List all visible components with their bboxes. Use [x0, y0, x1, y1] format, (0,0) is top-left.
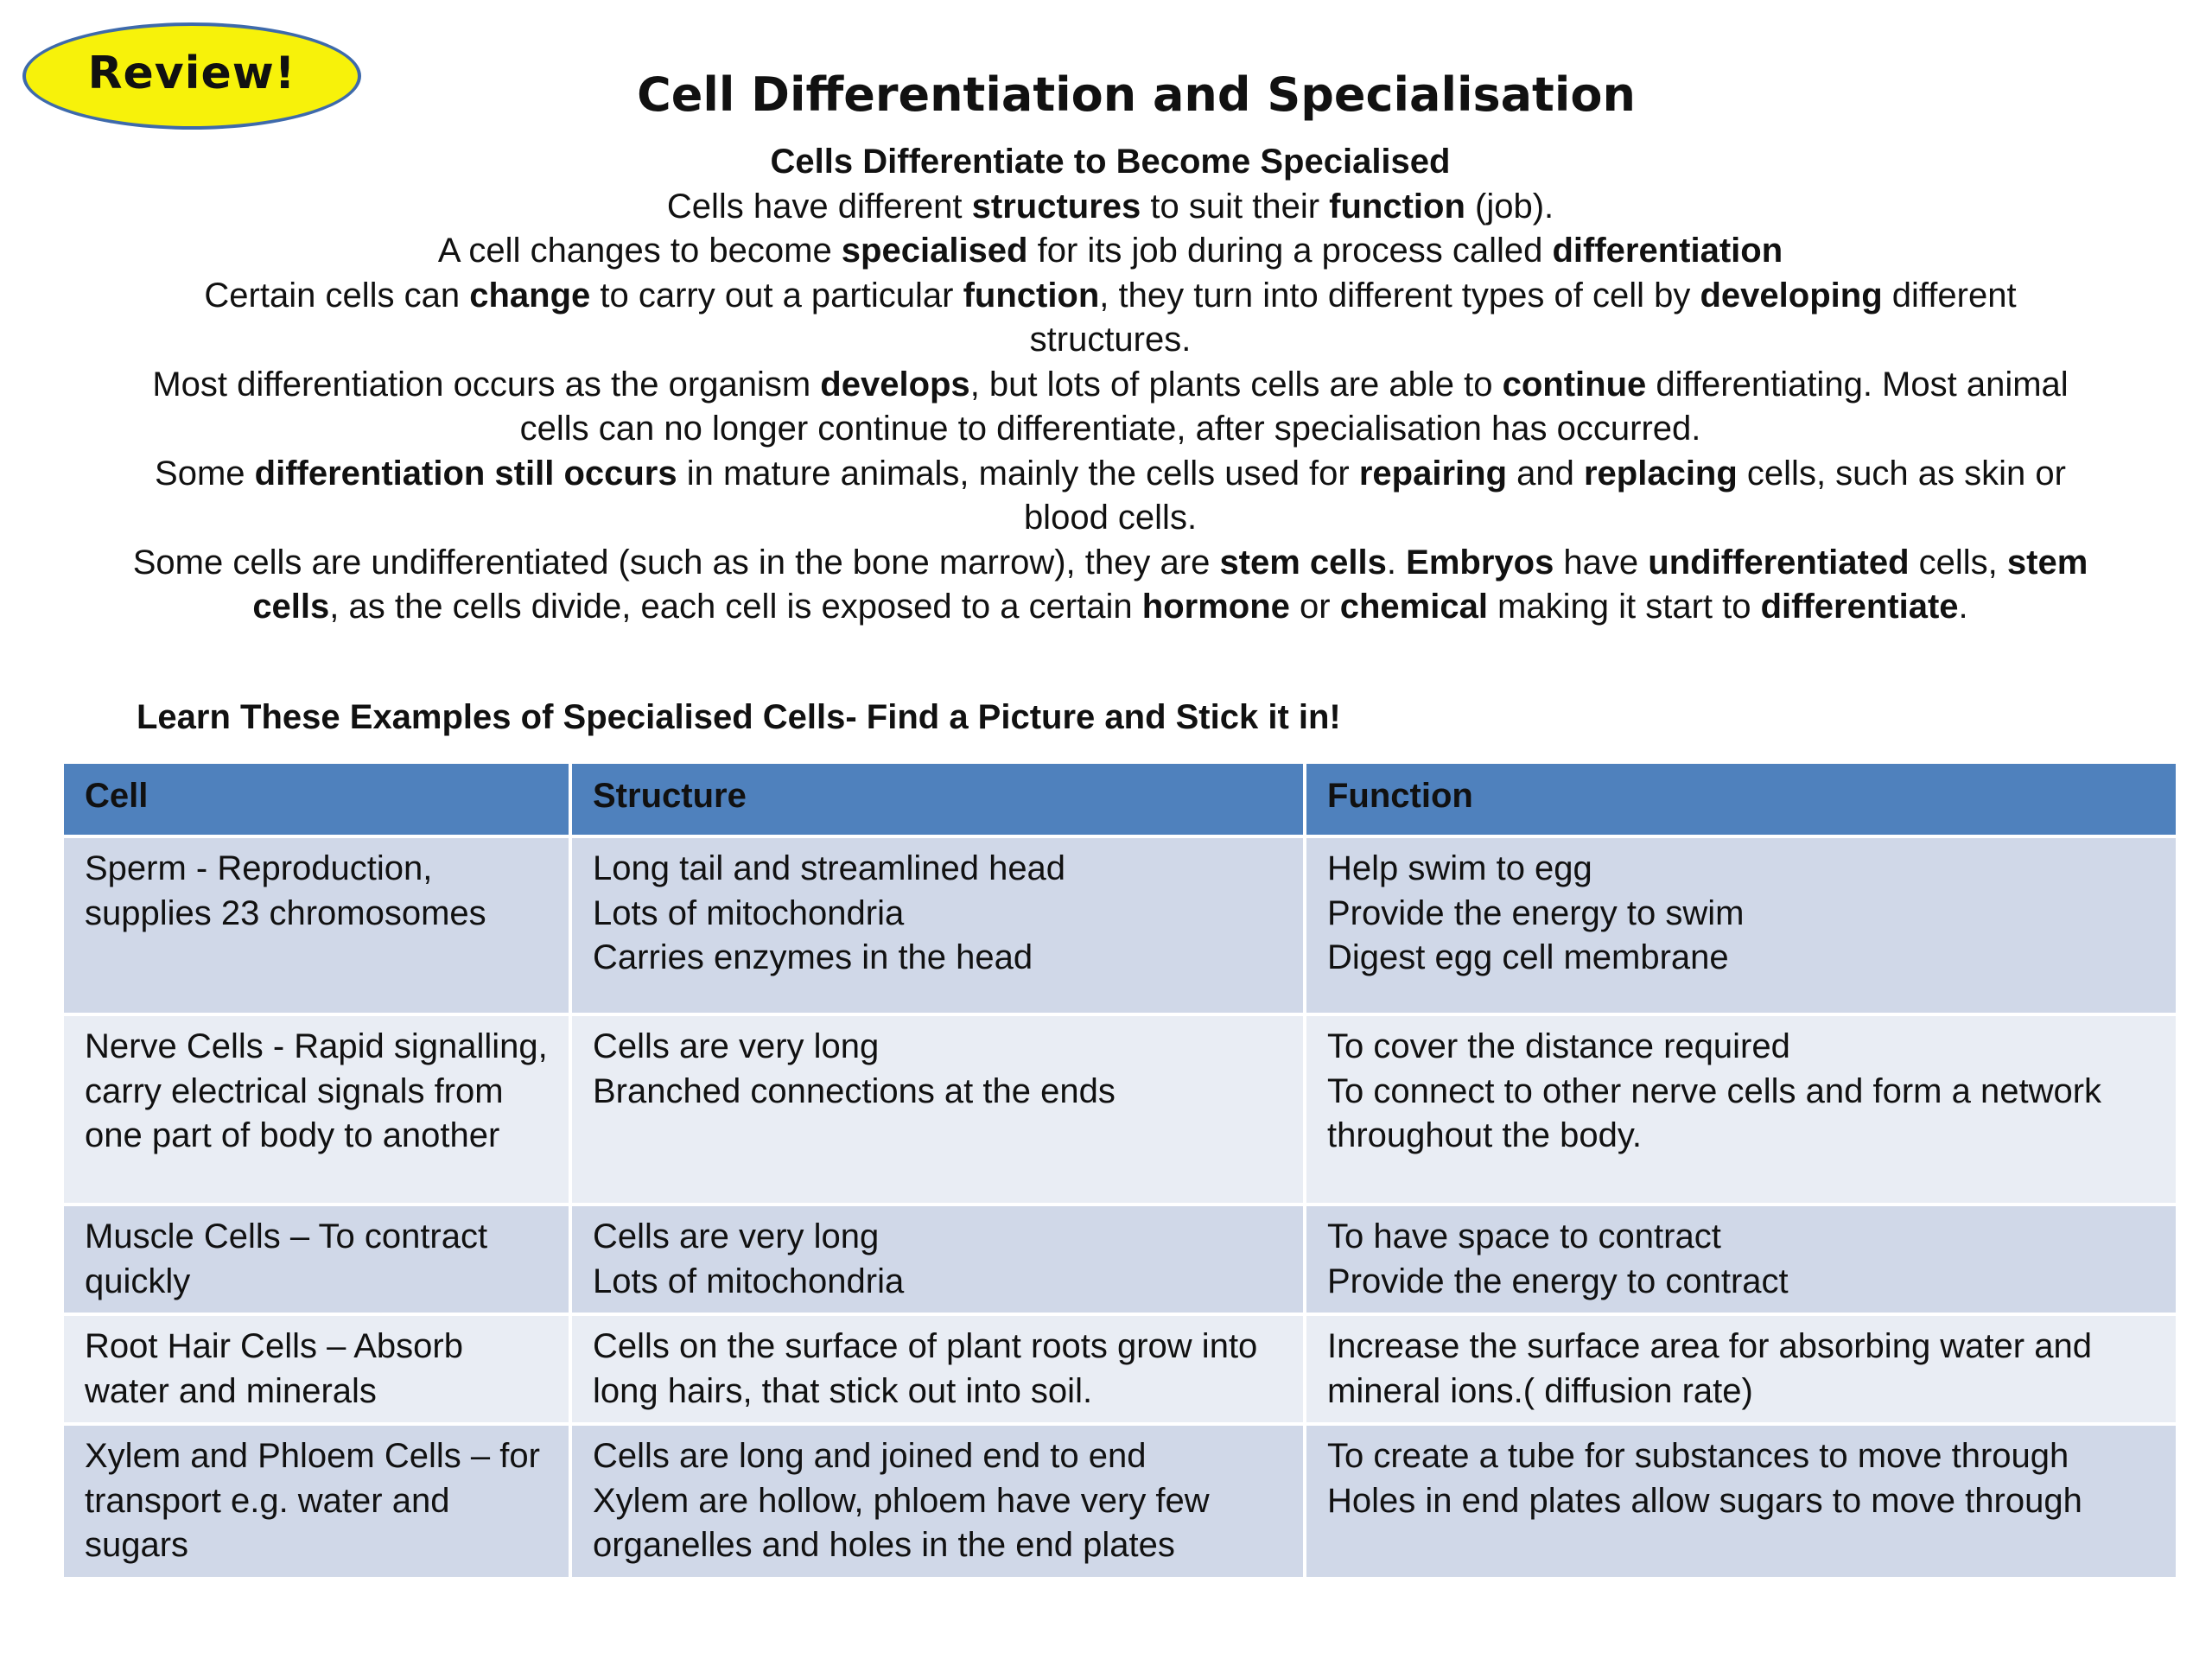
function-line: To cover the distance required: [1327, 1027, 1790, 1065]
table-cell-function: [1305, 1014, 2177, 1205]
table-cell-cell: [62, 1314, 570, 1424]
table-cell-function: [1305, 1314, 2177, 1424]
bold-term: repairing: [1358, 454, 1507, 493]
bold-term: structures: [971, 187, 1141, 226]
bold-term: develops: [820, 365, 970, 404]
text-run: different structures.: [1029, 276, 2017, 359]
text-run: in mature animals, mainly the cells used for: [677, 454, 1359, 493]
table-row: [62, 1014, 2177, 1205]
structure-line: Lots of mitochondria: [593, 893, 905, 932]
bold-term: differentiate: [1760, 588, 1959, 626]
intro-paragraphs: [130, 185, 2091, 630]
structure-line: Carries enzymes in the head: [593, 938, 1033, 976]
function-line: To connect to other nerve cells and form a network throughout the body.: [1327, 1071, 2102, 1154]
text-run: A cell changes to become: [437, 232, 842, 270]
text-run: cells, such as skin or blood cells.: [1023, 454, 2066, 537]
text-run: to suit their: [1141, 187, 1330, 226]
bold-term: differentiation still occurs: [254, 454, 677, 493]
text-run: (job).: [1465, 187, 1554, 226]
text-run: and: [1507, 454, 1584, 493]
text-run: Cells have different: [666, 187, 972, 226]
text-run: for its job during a process called: [1027, 232, 1553, 270]
text-run: to carry out a particular: [590, 276, 963, 315]
bold-term: function: [963, 276, 1100, 315]
bold-term: change: [469, 276, 591, 315]
cell-line: Muscle Cells – To contract quickly: [85, 1217, 488, 1300]
table-cell-function: [1305, 1205, 2177, 1314]
text-run: or: [1289, 588, 1340, 626]
intro-paragraph: [130, 363, 2091, 452]
intro-paragraph: [130, 274, 2091, 363]
page-title: Cell Differentiation and Specialisation: [637, 67, 1636, 122]
text-run: making it start to: [1487, 588, 1761, 626]
header-function: Function: [1305, 762, 2177, 836]
bold-term: undifferentiated: [1648, 543, 1910, 582]
table-body: [62, 836, 2177, 1579]
text-run: .: [1386, 543, 1407, 582]
text-run: , as the cells divide, each cell is exposed to a certain: [329, 588, 1142, 626]
structure-line: Cells are very long: [593, 1217, 880, 1255]
bold-term: specialised: [841, 232, 1028, 270]
table-cell-structure: [570, 1205, 1305, 1314]
function-line: To create a tube for substances to move through: [1327, 1437, 2069, 1475]
text-run: , but lots of plants cells are able to: [969, 365, 1503, 404]
text-run: have: [1554, 543, 1649, 582]
function-line: To have space to contract: [1327, 1217, 1721, 1255]
bold-term: stem cells: [1219, 543, 1387, 582]
table-row: [62, 1205, 2177, 1314]
bold-term: function: [1329, 187, 1465, 226]
table-cell-structure: [570, 1424, 1305, 1579]
bold-term: continue: [1502, 365, 1647, 404]
bold-term: stem cells: [252, 543, 2088, 626]
table-row: [62, 1314, 2177, 1424]
review-badge-label: Review!: [87, 48, 296, 99]
table-cell-cell: [62, 1424, 570, 1579]
table-cell-cell: [62, 1205, 570, 1314]
cell-line: Nerve Cells - Rapid signalling, carry electrical signals from one part of body to another: [85, 1027, 548, 1154]
function-line: Holes in end plates allow sugars to move through: [1327, 1481, 2082, 1520]
header-structure: Structure: [570, 762, 1305, 836]
text-run: , they turn into different types of cell by: [1099, 276, 1700, 315]
structure-line: Cells are very long: [593, 1027, 880, 1065]
structure-line: Cells on the surface of plant roots grow into long hairs, that stick out into soil.: [593, 1327, 1258, 1410]
text-run: Some cells are undifferentiated (such as in the bone marrow), they are: [132, 543, 1220, 582]
text-run: Some: [155, 454, 255, 493]
bold-term: chemical: [1339, 588, 1488, 626]
function-line: Provide the energy to swim: [1327, 893, 1745, 932]
table-cell-function: [1305, 836, 2177, 1014]
function-line: Increase the surface area for absorbing water and mineral ions.( diffusion rate): [1327, 1327, 2092, 1410]
text-run: cells,: [1909, 543, 2007, 582]
examples-heading: Learn These Examples of Specialised Cells- Find a Picture and Stick it in!: [137, 698, 1341, 736]
bold-term: hormone: [1141, 588, 1290, 626]
specialised-cells-table: [60, 760, 2179, 1580]
text-run: Certain cells can: [204, 276, 470, 315]
text-run: differentiating. Most animal cells can no longer continue to differentiate, after specialisation has occurred.: [519, 365, 2069, 448]
intro-text: [130, 140, 2091, 630]
table-cell-cell: [62, 836, 570, 1014]
table-cell-structure: [570, 1314, 1305, 1424]
text-run: Most differentiation occurs as the organism: [152, 365, 821, 404]
intro-paragraph: [130, 185, 2091, 230]
structure-line: Xylem are hollow, phloem have very few organelles and holes in the end plates: [593, 1481, 1210, 1564]
intro-paragraph: [130, 452, 2091, 541]
table-row: [62, 1424, 2177, 1579]
bold-term: developing: [1700, 276, 1883, 315]
intro-paragraph: [130, 229, 2091, 274]
function-line: Help swim to egg: [1327, 849, 1592, 887]
table-row: [62, 836, 2177, 1014]
table-cell-cell: [62, 1014, 570, 1205]
structure-line: Lots of mitochondria: [593, 1262, 905, 1300]
structure-line: Long tail and streamlined head: [593, 849, 1066, 887]
intro-paragraph: [130, 541, 2091, 630]
bold-term: replacing: [1583, 454, 1738, 493]
table-cell-structure: [570, 1014, 1305, 1205]
structure-line: Cells are long and joined end to end: [593, 1437, 1147, 1475]
header-cell: Cell: [62, 762, 570, 836]
cell-line: Root Hair Cells – Absorb water and minerals: [85, 1327, 463, 1410]
function-line: Provide the energy to contract: [1327, 1262, 1789, 1300]
cell-line: Xylem and Phloem Cells – for transport e.g. water and sugars: [85, 1437, 540, 1564]
bold-term: differentiation: [1552, 232, 1783, 270]
text-run: .: [1958, 588, 1968, 626]
function-line: Digest egg cell membrane: [1327, 938, 1729, 976]
table-cell-function: [1305, 1424, 2177, 1579]
cell-line: Sperm - Reproduction, supplies 23 chromosomes: [85, 849, 486, 932]
intro-subheading: Cells Differentiate to Become Specialised: [770, 143, 1451, 181]
table-header-row: [62, 762, 2177, 836]
table-cell-structure: [570, 836, 1305, 1014]
structure-line: Branched connections at the ends: [593, 1071, 1116, 1110]
bold-term: Embryos: [1406, 543, 1554, 582]
